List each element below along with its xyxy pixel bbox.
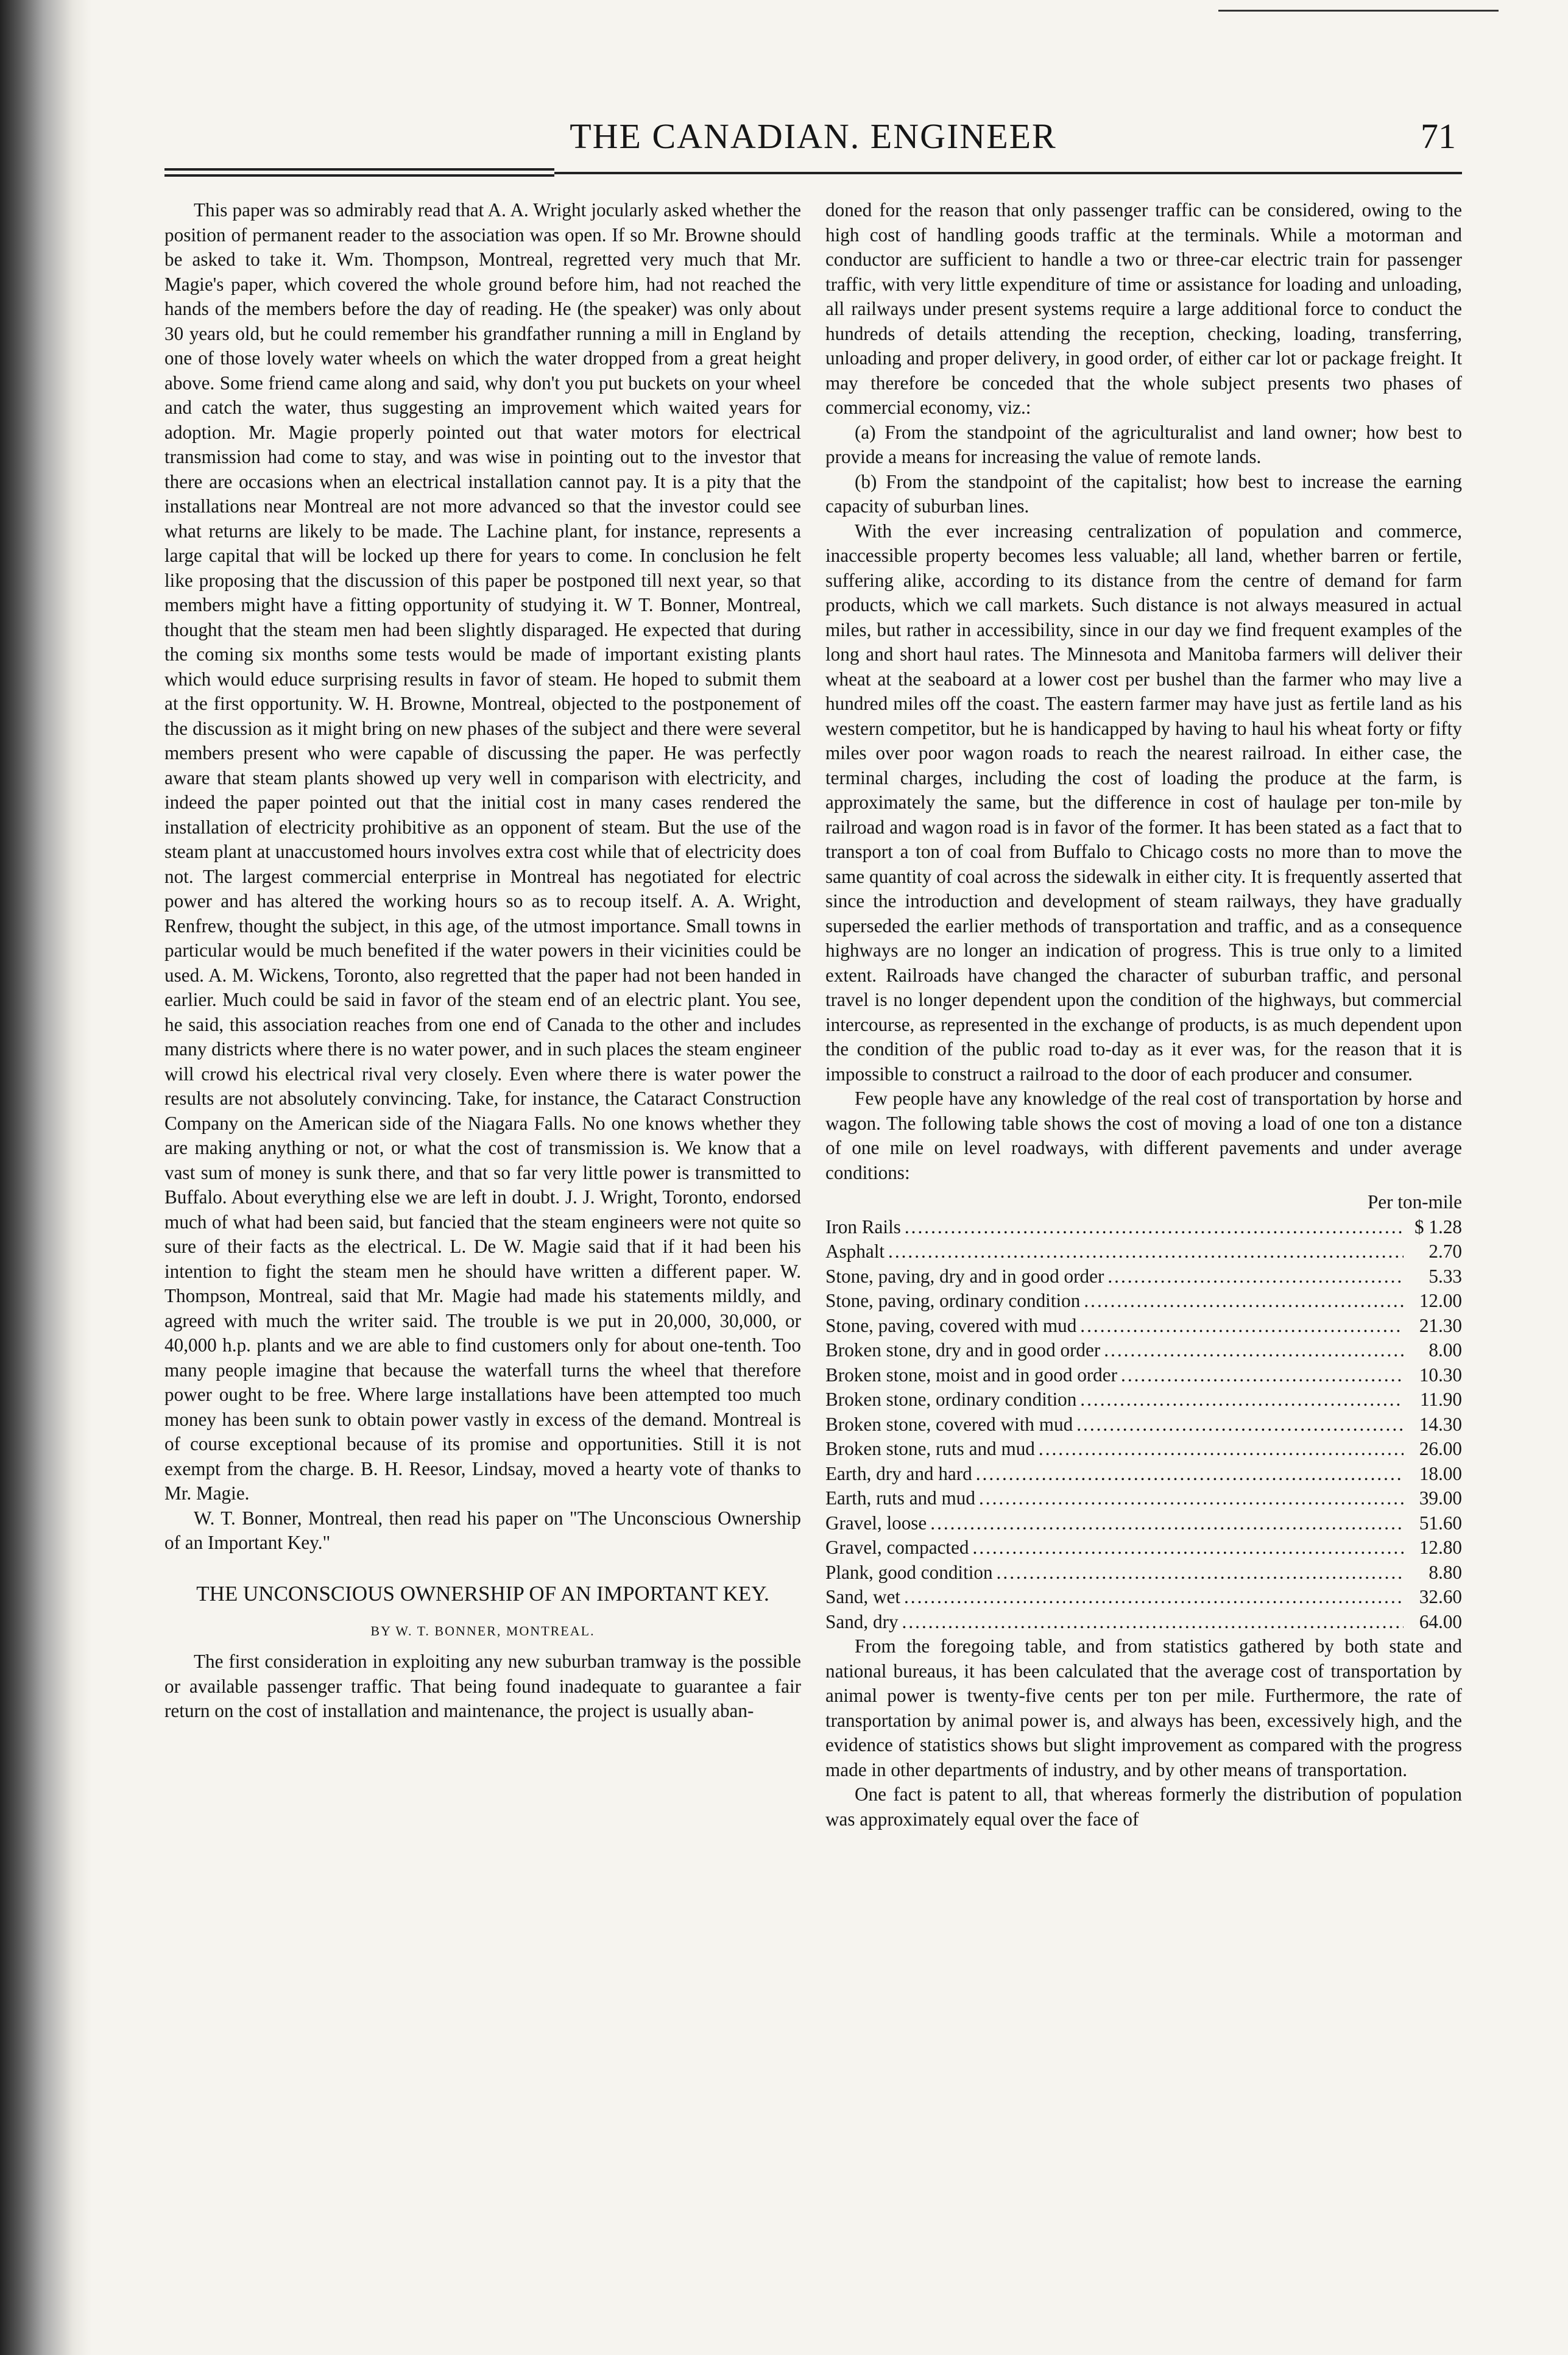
table-row-value: 21.30: [1419, 1314, 1462, 1336]
article-title: THE UNCONSCIOUS OWNERSHIP OF AN IMPORTANT KEY.: [196, 1581, 769, 1606]
table-row: [825, 1610, 1462, 1635]
right-column: [825, 198, 1462, 1832]
top-edge-rule: [1218, 10, 1499, 12]
table-row-leader: [979, 1486, 1404, 1511]
table-row: [825, 1535, 1462, 1560]
table-row-leader: [973, 1535, 1404, 1560]
table-row: [825, 1289, 1462, 1314]
table-row: [825, 1412, 1462, 1437]
table-row-leader: [905, 1215, 1404, 1240]
article-paragraph: One fact is patent to all, that whereas formerly the distribution of population was approximately equal over the face of: [825, 1783, 1462, 1830]
article-paragraph: Few people have any knowledge of the real cost of transportation by horse and wagon. The following table shows the cost of moving a load of one ton a distance of one mile on level roadways, with different pavements and under average conditions:: [825, 1088, 1462, 1183]
header-double-rule: [164, 168, 554, 177]
article-paragraph: (b) From the standpoint of the capitalist; how best to increase the earning capacity of suburban lines.: [825, 470, 1462, 517]
table-row-label: Broken stone, ruts and mud: [825, 1438, 1035, 1459]
article-paragraph: The first consideration in exploiting any new suburban tramway is the possible or available passenger traffic. That being found inadequate to guarantee a fair return on the cost of installation and maintenance, the project is usually aban-: [164, 1651, 801, 1721]
table-row-value: 51.60: [1419, 1512, 1462, 1534]
table-row-leader: [930, 1511, 1404, 1536]
cost-table-rows: [825, 1215, 1462, 1635]
article-paragraph: doned for the reason that only passenger traffic can be considered, owing to the high cost of handling goods traffic at the terminals. While a motorman and conductor are sufficient to handle a two or three-car electric train for passenger traffic, with very little expenditure of time or assistance for loading and unloading, all railways under present systems require a large additional force to conduct the hundreds of details attending the reception, checking, loading, transferring, unloading and proper delivery, in good order, of either car lot or package freight. It may therefore be conceded that the whole subject presents two phases of commercial economy, viz.:: [825, 199, 1462, 418]
table-row-value: 10.30: [1419, 1364, 1462, 1386]
table-row-value: 12.80: [1419, 1537, 1462, 1558]
table-row-label: Broken stone, moist and in good order: [825, 1364, 1118, 1386]
table-row: [825, 1585, 1462, 1610]
table-row-value: 14.30: [1419, 1413, 1462, 1435]
journal-title: THE CANADIAN. ENGINEER: [570, 116, 1057, 156]
page-header: [164, 116, 1462, 165]
table-row-label: Gravel, loose: [825, 1512, 927, 1534]
table-row-value: 12.00: [1419, 1290, 1462, 1311]
table-row-label: Earth, dry and hard: [825, 1462, 972, 1484]
table-row-value: 26.00: [1419, 1438, 1462, 1459]
table-row-label: Broken stone, dry and in good order: [825, 1339, 1101, 1361]
table-row-leader: [1084, 1289, 1404, 1314]
table-row-value: 39.00: [1419, 1487, 1462, 1509]
article-byline: BY W. T. BONNER, MONTREAL.: [370, 1623, 595, 1638]
table-row-label: Stone, paving, dry and in good order: [825, 1265, 1104, 1287]
table-row-value: 32.60: [1419, 1586, 1462, 1607]
table-row-value: 5.33: [1429, 1265, 1462, 1287]
table-row-leader: [976, 1462, 1404, 1487]
table-row: [825, 1215, 1462, 1240]
table-row-value: 11.90: [1419, 1389, 1462, 1410]
header-rule: [554, 172, 1462, 174]
table-row-leader: [1076, 1412, 1404, 1437]
table-row: [825, 1437, 1462, 1462]
table-row-label: Broken stone, ordinary condition: [825, 1389, 1077, 1410]
table-row-label: Stone, paving, covered with mud: [825, 1314, 1077, 1336]
table-row-value: 18.00: [1419, 1462, 1462, 1484]
table-row: [825, 1363, 1462, 1388]
discussion-paragraph: W. T. Bonner, Montreal, then read his paper on "The Unconscious Ownership of an Important Key.": [164, 1507, 801, 1553]
table-row-leader: [888, 1239, 1404, 1264]
table-row: [825, 1239, 1462, 1264]
table-row-label: Stone, paving, ordinary condition: [825, 1290, 1081, 1311]
table-row-leader: [1080, 1387, 1404, 1412]
article-paragraph: (a) From the standpoint of the agriculturalist and land owner; how best to provide a means for increasing the value of remote lands.: [825, 421, 1462, 467]
table-row: [825, 1560, 1462, 1585]
table-row-label: Broken stone, covered with mud: [825, 1413, 1073, 1435]
table-row-label: Sand, dry: [825, 1610, 899, 1632]
table-row: [825, 1511, 1462, 1536]
table-row-value: 8.80: [1429, 1561, 1462, 1583]
table-row: [825, 1462, 1462, 1487]
table-row-label: Earth, ruts and mud: [825, 1487, 975, 1509]
cost-table: [825, 1190, 1462, 1634]
table-row-leader: [1121, 1363, 1404, 1388]
table-row-leader: [1039, 1437, 1404, 1462]
table-row-leader: [1107, 1264, 1404, 1289]
table-row: [825, 1264, 1462, 1289]
discussion-paragraph: This paper was so admirably read that A. A. Wright jocularly asked whether the position of permanent reader to the association was open. If so Mr. Browne should be asked to take it. Wm. Thompson, Montreal, regretted very much that Mr. Magie's paper, which covered the whole ground before him, had not reached the hands of the members before the day of reading. He (the speaker) was only about 30 years old, but he could remember his grandfather running a mill in England by one of those lovely water wheels on which the water dropped from a great height above. Some friend came along and said, why don't you put buckets on your wheel and catch the water, thus suggesting an improvement which waited years for adoption. Mr. Magie properly pointed out that water motors for electrical transmission had come to stay, and was wise in pointing out to the investor that there are occasions when an electrical installation cannot pay. It is a pity that the installations near Montreal are not more advanced so that the investor could see what returns are likely to be made. The Lachine plant, for instance, represents a large capital that will be locked up there for years to come. In conclusion he felt like proposing that the discussion of this paper be postponed till next year, so that members might have a fitting opportunity of studying it. W T. Bonner, Montreal, thought that the steam men had been slightly disparaged. He expected that during the coming six months some tests would be made of important existing plants which would educe surprising results in favor of steam. He hoped to submit them at the first opportunity. W. H. Browne, Montreal, objected to the postponement of the discussion as it might bring on new phases of the subject and there were several members present who were capable of discussing the paper. He was perfectly aware that steam plants showed up very well in comparison with electricity, and indeed the paper pointed out that the initial cost in many cases rendered the installation of electricity prohibitive as an opponent of steam. But the use of the steam plant at unaccustomed hours involves extra cost while that of electricity does not. The largest commercial enterprise in Montreal has negotiated for electric power and has altered the working hours so as to recoup itself. A. A. Wright, Renfrew, thought the subject, in this age, of the utmost importance. Small towns in particular would be much benefited if the water powers in their vicinities could be used. A. M. Wickens, Toronto, also regretted that the paper had not been handed in earlier. Much could be said in favor of the steam end of an electric plant. You see, he said, this association reaches from one end of Canada to the other and includes many districts where there is no water power, and in such places the steam engineer will crowd his electrical rival very closely. Even where there is water power the results are not absolutely convincing. Take, for instance, the Cataract Construction Company on the American side of the Niagara Falls. No one knows whether they are making anything or not, or what the cost of transmission is. We know that a vast sum of money is sunk there, and that so far very little power is transmitted to Buffalo. About everything else we are left in doubt. J. J. Wright, Toronto, endorsed much of what had been said, but fancied that the steam engineers were not quite so sure of their facts as the electrical. L. De W. Magie said that if it had been his intention to fight the steam men he should have written a different paper. W. Thompson, Montreal, said that Mr. Magie had made his statements mildly, and agreed with much the writer said. The trouble is we put in 20,000, 30,000, or 40,000 h.p. plants and we are able to find customers only for about one-tenth. Too many people imagine that because the waterfall turns the wheel that therefore power ought to be free. Where large installations have been attempted too much money has been sunk to obtain power vastly in excess of the demand. Montreal is of course exceptional because of its promise and opportunities. Still it is not exempt from the charge. B. H. Reesor, Lindsay, moved a hearty vote of thanks to Mr. Magie.: [164, 199, 801, 1504]
table-row-leader: [904, 1585, 1404, 1610]
table-row: [825, 1486, 1462, 1511]
table-row-value: $ 1.28: [1414, 1216, 1462, 1238]
page-binding-edge: [0, 0, 91, 2355]
table-row-value: 2.70: [1429, 1241, 1462, 1262]
table-row-value: 8.00: [1429, 1339, 1462, 1361]
table-row-label: Gravel, compacted: [825, 1537, 969, 1558]
article-paragraph: With the ever increasing centralization of population and commerce, inaccessible property becomes less valuable; all land, whether barren or fertile, suffering alike, according to its distance from the centre of demand for farm products, which we call markets. Such distance is not always measured in actual miles, but rather in accessibility, since in our day we find frequent examples of the long and short haul rates. The Minnesota and Manitoba farmers will deliver their wheat at the seaboard at a lower cost per bushel than the farmer who may live a hundred miles off the coast. The eastern farmer may have just as fertile land as his western competitor, but he is handicapped by having to haul his wheat forty or fifty miles over poor wagon roads to reach the nearest railroad. In either case, the terminal charges, including the cost of loading the produce at the farm, is approximately the same, but the difference in cost of haulage per ton-mile by railroad and wagon road is in favor of the former. It has been stated as a fact that to transport a ton of coal from Buffalo to Chicago costs no more than to move the same quantity of coal across the sidewalk in either city. It is frequently asserted that since the introduction and development of steam railways, they have gradually superseded the earlier methods of transportation and traffic, and as a consequence highways are no longer an indication of progress. This is true only to a limited extent. Railroads have changed the character of suburban traffic, and personal travel is no longer dependent upon the condition of the highways, but commercial intercourse, as represented in the exchange of products, is as much dependent upon the condition of the public road to-day as it ever was, for the reason that it is impossible to construct a railroad to the door of each producer and consumer.: [825, 520, 1462, 1085]
table-row: [825, 1338, 1462, 1363]
page-number: 71: [1421, 116, 1456, 156]
table-row: [825, 1314, 1462, 1339]
table-row-leader: [1104, 1338, 1404, 1363]
table-row-leader: [1080, 1314, 1404, 1339]
table-row-value: 64.00: [1419, 1610, 1462, 1632]
table-row-label: Plank, good condition: [825, 1561, 993, 1583]
table-row-label: Asphalt: [825, 1241, 885, 1262]
table-row-leader: [902, 1610, 1404, 1635]
article-paragraph: From the foregoing table, and from statistics gathered by both state and national bureaus, it has been calculated that the average cost of transportation by animal power is twenty-five cents per ton per mile. Furthermore, the rate of transportation by animal power is, and always has been, excessively high, and the evidence of statistics shows but slight improvement as compared with the progress made in other departments of industry, and by other means of transportation.: [825, 1635, 1462, 1780]
table-row-leader: [997, 1560, 1404, 1585]
cost-table-header: Per ton-mile: [1367, 1191, 1462, 1213]
table-row-label: Iron Rails: [825, 1216, 901, 1238]
left-column: [164, 198, 801, 1724]
table-row: [825, 1387, 1462, 1412]
table-row-label: Sand, wet: [825, 1586, 900, 1607]
